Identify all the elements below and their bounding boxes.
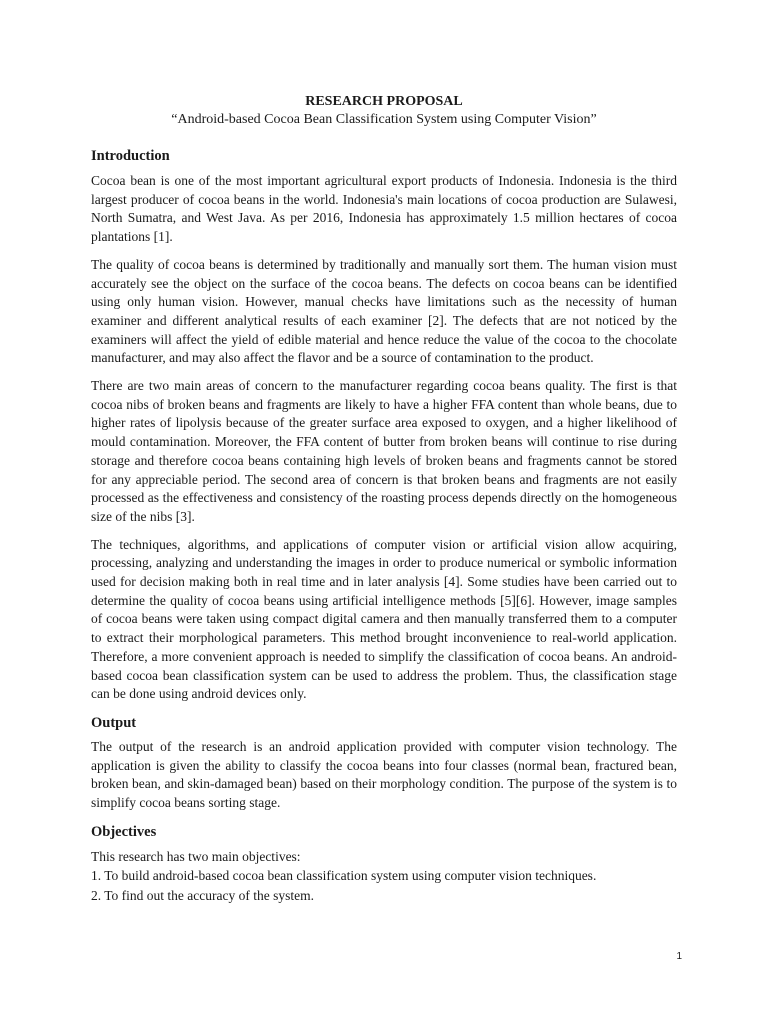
objectives-heading: Objectives — [91, 823, 157, 840]
introduction-paragraph-4: The techniques, algorithms, and applications of computer vision or artificial vision allow acquiring, processing, analyzing and understanding the images in order to produce numerical or symbolic information used for decision making both in real time and in later analysis [4]. Some studies have been carried out to determine the quality of cocoa beans using artificial intelligence methods [5][6]. However, image samples of cocoa beans were taken using compact digital camera and then manually transferred them to a computer to extract their morphological parameters. This method brought inconvenience to real-world application. Therefore, a more convenient approach is needed to simplify the classification of cocoa beans. An android-based cocoa bean classification system can be used to address the problem. Thus, the classification stage can be done using android devices only. — [91, 536, 677, 702]
document-body — [91, 93, 677, 906]
objective-item-1: 1. To build android-based cocoa bean classification system using computer vision techniques. — [91, 868, 597, 884]
introduction-heading: Introduction — [91, 148, 170, 164]
page-number: 1 — [676, 951, 682, 962]
document-title: RESEARCH PROPOSAL — [305, 94, 463, 109]
objectives-intro: This research has two main objectives: — [91, 848, 301, 864]
output-heading: Output — [91, 714, 137, 731]
document-subtitle: “Android-based Cocoa Bean Classification System using Computer Vision” — [171, 112, 597, 127]
introduction-paragraph-3: There are two main areas of concern to the manufacturer regarding cocoa beans quality. The first is that cocoa nibs of broken beans and fragments are likely to have a higher FFA content than whole beans, due to higher rates of lipolysis because of the greater surface area exposed to oxygen, and a higher likelihood of mould contamination. Moreover, the FFA content of butter from broken beans will continue to rise during storage and therefore cocoa beans containing high levels of broken beans and fragments cannot be stored for any appreciable period. The second area of concern is that broken beans and fragments are not easily processed as the effectiveness and consistency of the roasting process depends directly on the homogeneous size of the nibs [3]. — [91, 378, 677, 524]
output-paragraph: The output of the research is an android application provided with computer vision technology. The application is given the ability to classify the cocoa beans into four classes (normal bean, fractured bean, broken bean, and skin-damaged bean) based on their morphology condition. The purpose of the system is to simplify cocoa beans sorting stage. — [91, 738, 677, 811]
introduction-paragraph-2: The quality of cocoa beans is determined by traditionally and manually sort them. The human vision must accurately see the object on the surface of the cocoa beans. The defects on cocoa beans can be identified using only human vision. However, manual checks have limitations such as the necessity of human examiner and different analytical results of each examiner [2]. The defects that are not noticed by the examiners will affect the yield of edible material and hence reduce the value of the cocoa to the chocolate manufacturer, and may also affect the flavor and be a source of contamination to the product. — [91, 256, 677, 366]
objective-item-2: 2. To find out the accuracy of the system. — [91, 887, 314, 903]
introduction-paragraph-1: Cocoa bean is one of the most important agricultural export products of Indonesia. Indonesia is the third largest producer of cocoa beans in the world. Indonesia's main locations of cocoa production are Sulawesi, North Sumatra, and West Java. As per 2016, Indonesia has approximately 1.5 million hectares of cocoa plantations [1]. — [91, 173, 677, 245]
